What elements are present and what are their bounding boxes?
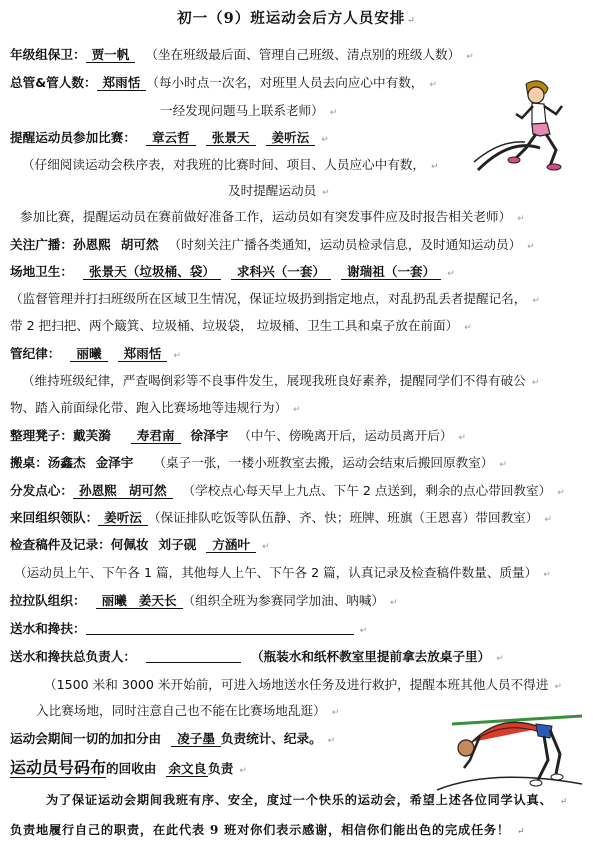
discipline-name-1: 丽曦 bbox=[70, 346, 107, 362]
closing-text-1: 为了保证运动会期间我班有序、安全，度过一个快乐的运动会，希望上述各位同学认真、 bbox=[46, 793, 553, 807]
reminders-note-row-3 bbox=[20, 208, 525, 226]
snacks-name-2: 胡可然 bbox=[123, 483, 173, 499]
manuscripts-row bbox=[10, 536, 270, 554]
scoring-prefix: 运动会期间一切的加扣分由 bbox=[10, 731, 162, 746]
manager-label: 总管&管人数： bbox=[10, 75, 97, 90]
leader-label: 来回组织领队： bbox=[10, 510, 99, 525]
hygiene-name-2: 求科兴（一套） bbox=[231, 264, 331, 280]
cheer-row bbox=[10, 592, 398, 610]
discipline-note-2: 物、踏入前面绿化带、跑入比赛场地等违规行为） bbox=[10, 400, 288, 415]
high-jumper-clipart bbox=[432, 698, 587, 794]
runner-shoe-front bbox=[547, 164, 561, 170]
leader-note: （保证排队吃饭等队伍静、齐、快；班牌、班旗（王恩喜）带回教室） bbox=[147, 510, 539, 525]
reminders-note-2: 及时提醒运动员 bbox=[228, 183, 317, 198]
water-lead-row bbox=[10, 648, 504, 666]
reminders-note-row-2 bbox=[228, 182, 330, 200]
runner-arm-front bbox=[544, 106, 562, 114]
water-lead-note: （瓶装水和纸杯教室里提前拿去放桌子里） bbox=[250, 649, 491, 664]
manuscripts-label: 检查稿件及记录： bbox=[10, 537, 111, 552]
hygiene-note-row-2 bbox=[10, 317, 472, 335]
broadcast-label: 关注广播： bbox=[10, 237, 73, 252]
leader-row bbox=[10, 509, 552, 527]
broadcast-note: （时刻关注广播各类通知，运动员检录信息，及时通知运动员） bbox=[168, 237, 522, 252]
discipline-row bbox=[10, 345, 181, 363]
discipline-name-2: 郑雨恬 bbox=[118, 346, 168, 362]
manager-note-row-2 bbox=[160, 102, 337, 120]
hygiene-row bbox=[10, 263, 455, 281]
hygiene-name-3: 谢瑞祖（一套） bbox=[341, 264, 441, 280]
manuscripts-note: （运动员上午、下午各 1 篇，其他每人上午、下午各 2 篇，认真记录及检查稿件数量、质量） bbox=[14, 565, 538, 580]
manuscripts-name-3: 方涵叶 bbox=[206, 537, 256, 553]
closing-text-2: 负责地履行自己的职责，在此代表 9 班对你们表示感谢，相信你们能出色的完成任务！ bbox=[10, 823, 510, 837]
reminders-note-row-1 bbox=[22, 156, 439, 174]
snacks-row bbox=[10, 482, 565, 500]
jumper-leg-1 bbox=[550, 730, 560, 774]
page-title-text: 初一（9）班运动会后方人员安排 bbox=[177, 10, 406, 27]
bibs-name: 余文良 bbox=[168, 761, 207, 776]
stools-name-2: 寿君南 bbox=[131, 428, 181, 444]
desk-note: （桌子一张，一楼小班教室去搬，运动会结束后搬回原教室） bbox=[153, 455, 494, 470]
broadcast-name-2: 胡可然 bbox=[120, 237, 159, 252]
stools-label: 整理凳子： bbox=[10, 428, 73, 443]
broadcast-row bbox=[10, 236, 535, 254]
reminder-name-2: 张景天 bbox=[206, 130, 256, 146]
snacks-label: 分发点心： bbox=[10, 483, 73, 498]
manager-note-1: （每小时点一次名，对班里人员去向应心中有数， bbox=[146, 75, 424, 90]
hygiene-name-1: 张景天（垃圾桶、袋） bbox=[83, 264, 221, 280]
bibs-prefix: 运动员号码布 bbox=[10, 758, 107, 777]
scoring-row bbox=[10, 730, 335, 748]
runner-clipart bbox=[470, 78, 585, 174]
reminders-row bbox=[10, 129, 329, 147]
manuscripts-name-1: 何佩妆 bbox=[110, 537, 149, 552]
reminders-label: 提醒运动员参加比赛： bbox=[10, 130, 136, 145]
manager-name: 郑雨恬 bbox=[97, 75, 147, 91]
closing-line-2 bbox=[10, 821, 525, 839]
leader-name: 姜听沄 bbox=[98, 510, 148, 526]
runner-shoe-back bbox=[508, 157, 520, 163]
desk-row bbox=[10, 454, 507, 472]
guard-row bbox=[10, 46, 474, 64]
snacks-name-1: 孙恩熙 bbox=[73, 483, 123, 499]
reminders-note-3: 参加比赛，提醒运动员在赛前做好准备工作，运动员如有突发事件应及时报告相关老师） bbox=[20, 209, 512, 224]
stools-note: （中午、傍晚离开后，运动员离开后） bbox=[238, 428, 453, 443]
scoring-name: 凌子墨 bbox=[171, 731, 221, 747]
jumper-shoe-2 bbox=[530, 780, 542, 786]
discipline-note-1: （维持班级纪律，严查喝倒彩等不良事件发生，展现我班良好素养，提醒同学们不得有破公 bbox=[22, 373, 526, 388]
cheer-note: （组织全班为参赛同学加油、呐喊） bbox=[182, 593, 385, 608]
water-note-2: 入比赛场地，同时注意自己也不能在比赛场地乱逛） bbox=[36, 703, 326, 718]
snacks-note: （学校点心每天早上九点、下午 2 点送到，剩余的点心带回教室） bbox=[182, 483, 552, 498]
bibs-mid: 的回收由 bbox=[106, 761, 157, 776]
guard-label: 年级组保卫： bbox=[10, 47, 86, 62]
desk-label: 搬桌： bbox=[10, 455, 48, 470]
page-title bbox=[0, 10, 593, 28]
manuscripts-name-2: 刘子砚 bbox=[158, 537, 197, 552]
manager-row bbox=[10, 74, 437, 92]
water-note-row-1 bbox=[44, 676, 562, 694]
stools-row bbox=[10, 427, 466, 445]
runner-leg-front bbox=[546, 134, 556, 166]
reminder-name-1: 章云哲 bbox=[146, 130, 196, 146]
reminders-note-1: （仔细阅读运动会秩序表，对我班的比赛时间、项目、人员应心中有数， bbox=[22, 157, 425, 172]
hygiene-note-2: 带 2 把扫把、两个簸箕、垃圾桶、垃圾袋， 垃圾桶、卫生工具和桌子放在前面） bbox=[10, 318, 459, 333]
water-lead-label: 送水和搀扶总负责人： bbox=[10, 649, 136, 664]
discipline-note-row-1 bbox=[22, 372, 539, 390]
reminder-name-3: 姜听沄 bbox=[266, 130, 316, 146]
guard-name: 贾一帆 bbox=[86, 47, 136, 63]
cheer-name-1: 丽曦 bbox=[96, 593, 133, 609]
bibs-suffix: 负责 bbox=[208, 761, 234, 776]
stools-name-3: 徐泽宇 bbox=[190, 428, 229, 443]
hygiene-note-1: （监督管理并打扫班级所在区域卫生情况，保证垃圾扔到指定地点，对乱扔乱丢者提醒记名， bbox=[10, 291, 527, 306]
water-note-row-2 bbox=[36, 702, 339, 720]
stools-name-1: 戴芙漪 bbox=[72, 428, 111, 443]
water-names-blank bbox=[86, 620, 354, 635]
water-lead-blank bbox=[146, 648, 241, 663]
runner-head bbox=[528, 87, 544, 103]
cheer-name-2: 姜天长 bbox=[133, 593, 183, 609]
water-label: 送水和搀扶： bbox=[10, 621, 86, 636]
scoring-suffix: 负责统计、纪录。 bbox=[220, 731, 322, 746]
water-row bbox=[10, 620, 367, 638]
hygiene-label: 场地卫生： bbox=[10, 264, 73, 279]
desk-name-1: 汤鑫杰 bbox=[47, 455, 86, 470]
bibs-row bbox=[10, 757, 247, 779]
discipline-note-row-2 bbox=[10, 399, 301, 417]
water-note-1: （1500 米和 3000 米开始前，可进入场地送水任务及进行救护，提醒本班其他人员不得进 bbox=[44, 677, 549, 692]
jumper-leg-2 bbox=[538, 736, 548, 780]
runner-arm-back bbox=[516, 106, 533, 118]
broadcast-name-1: 孙恩熙 bbox=[72, 237, 111, 252]
discipline-label: 管纪律： bbox=[10, 346, 61, 361]
manuscripts-note-row bbox=[14, 564, 551, 582]
guard-note: （坐在班级最后面、管理自己班级、清点别的班级人数） bbox=[145, 47, 461, 62]
cheer-label: 拉拉队组织： bbox=[10, 593, 86, 608]
manager-note-2: 一经发现问题马上联系老师） bbox=[160, 103, 324, 118]
desk-name-2: 金泽宇 bbox=[95, 455, 134, 470]
hygiene-note-row-1 bbox=[10, 290, 540, 308]
